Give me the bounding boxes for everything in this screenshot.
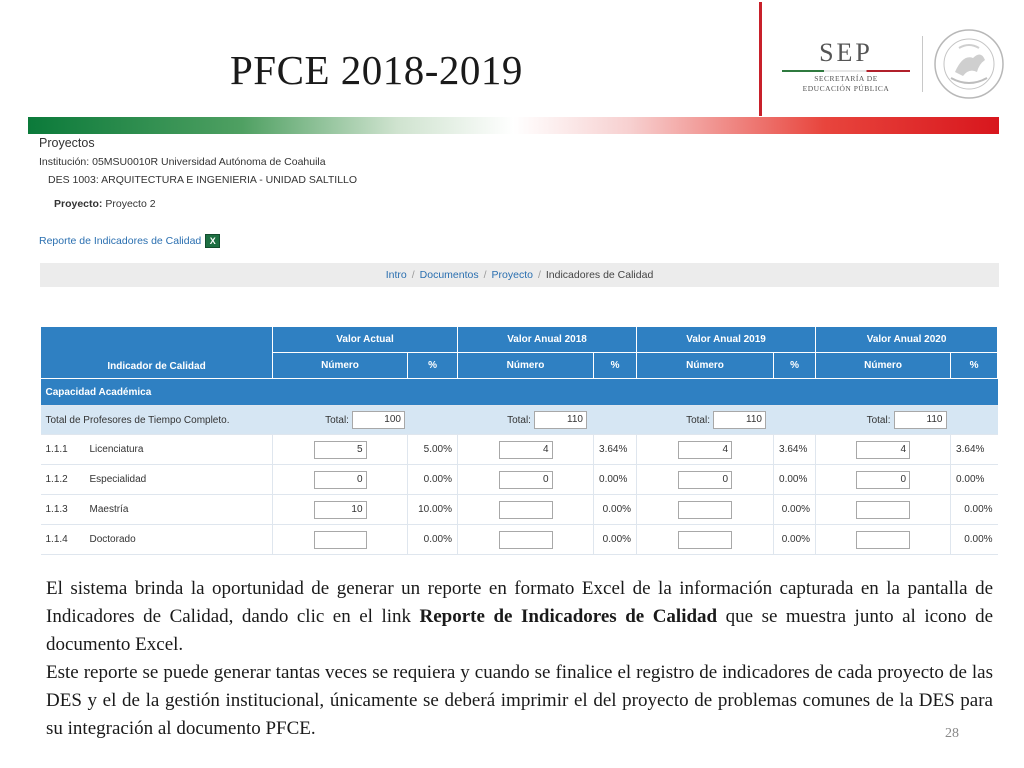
row-code: 1.1.4 xyxy=(41,525,85,555)
percent-value: 3.64% xyxy=(951,435,998,465)
total-label: Total: xyxy=(507,414,531,426)
logo-divider xyxy=(922,36,923,92)
numero-input[interactable] xyxy=(314,531,367,549)
total-input-2019[interactable]: 110 xyxy=(713,411,766,429)
project-label: Proyecto: xyxy=(54,198,103,210)
sub-header-numero: Número xyxy=(637,353,774,379)
row-code: 1.1.2 xyxy=(41,465,85,495)
numero-input[interactable] xyxy=(499,531,553,549)
percent-value: 0.00% xyxy=(774,525,816,555)
sub-header-percent: % xyxy=(951,353,998,379)
breadcrumb-current: Indicadores de Calidad xyxy=(545,269,654,281)
row-code: 1.1.1 xyxy=(41,435,85,465)
breadcrumb-separator: / xyxy=(411,269,415,281)
total-label: Total: xyxy=(686,414,710,426)
table-row xyxy=(41,465,998,495)
app-screenshot xyxy=(30,136,1002,560)
breadcrumb-proyecto[interactable]: Proyecto xyxy=(491,269,533,281)
numero-input[interactable] xyxy=(499,501,553,519)
percent-value: 10.00% xyxy=(408,495,458,525)
paragraph-1-end: que se muestra junto al icono de documento Excel. xyxy=(46,606,993,655)
page-number: 28 xyxy=(945,726,959,741)
sub-header-percent: % xyxy=(774,353,816,379)
paragraph-1-bold: Reporte de Indicadores de Calidad xyxy=(419,606,718,627)
row-name: Doctorado xyxy=(85,525,273,555)
numero-input[interactable]: 0 xyxy=(678,471,732,489)
sep-logo-line2: EDUCACIÓN PÚBLICA xyxy=(802,84,890,93)
numero-input[interactable] xyxy=(678,531,732,549)
paragraph-2: Este reporte se puede generar tantas veces se requiera y cuando se finalice el registro de indicadores de cada proyecto de las DES y el de la gestión institucional, únicamente se deberá imprimir el del proyecto de problemas comunes de la DES para su integración al documento PFCE. xyxy=(46,662,993,739)
row-name: Especialidad xyxy=(85,465,273,495)
des-text: DES 1003: ARQUITECTURA E INGENIERIA - UNIDAD SALTILLO xyxy=(48,174,358,186)
sub-header-percent: % xyxy=(594,353,637,379)
total-input-2020[interactable]: 110 xyxy=(894,411,947,429)
breadcrumb-separator: / xyxy=(483,269,487,281)
percent-value: 3.64% xyxy=(774,435,816,465)
percent-value: 0.00% xyxy=(774,495,816,525)
numero-input[interactable] xyxy=(856,531,910,549)
breadcrumb-intro[interactable]: Intro xyxy=(385,269,407,281)
color-gradient-band xyxy=(28,117,999,134)
group-header-2020: Valor Anual 2020 xyxy=(816,327,998,353)
sep-logo-line1: SECRETARÍA DE xyxy=(814,74,878,83)
red-divider-line xyxy=(759,2,762,116)
percent-value: 0.00% xyxy=(594,525,637,555)
row-name: Maestría xyxy=(85,495,273,525)
percent-value: 0.00% xyxy=(951,495,998,525)
row-code: 1.1.3 xyxy=(41,495,85,525)
report-link-text[interactable]: Reporte de Indicadores de Calidad xyxy=(39,235,202,247)
section-label: Capacidad Académica xyxy=(41,379,998,406)
breadcrumb-separator: / xyxy=(537,269,541,281)
sub-header-numero: Número xyxy=(816,353,951,379)
breadcrumb xyxy=(40,263,999,287)
sep-logo-rule xyxy=(782,70,910,72)
table-row xyxy=(41,435,998,465)
sub-header-numero: Número xyxy=(458,353,594,379)
sub-header-numero: Número xyxy=(273,353,408,379)
percent-value: 0.00% xyxy=(951,525,998,555)
percent-value: 0.00% xyxy=(594,465,637,495)
projects-heading: Proyectos xyxy=(39,136,95,150)
breadcrumb-documentos[interactable]: Documentos xyxy=(419,269,479,281)
total-row-label: Total de Profesores de Tiempo Completo. xyxy=(41,406,273,435)
total-label: Total: xyxy=(325,414,349,426)
national-seal-icon xyxy=(933,28,1005,100)
project-value: Proyecto 2 xyxy=(102,198,156,210)
sub-header-percent: % xyxy=(408,353,458,379)
table-row xyxy=(41,495,998,525)
sep-logo-word: SEP xyxy=(819,38,873,67)
project-line xyxy=(54,198,156,210)
body-text xyxy=(46,575,993,743)
institution-text: Institución: 05MSU0010R Universidad Autónoma de Coahuila xyxy=(39,156,326,168)
paragraph-1 xyxy=(46,575,993,659)
numero-input[interactable]: 10 xyxy=(314,501,367,519)
row-name: Licenciatura xyxy=(85,435,273,465)
table-row xyxy=(41,525,998,555)
percent-value: 5.00% xyxy=(408,435,458,465)
excel-file-icon[interactable]: X xyxy=(205,234,220,248)
numero-input[interactable] xyxy=(856,501,910,519)
percent-value: 3.64% xyxy=(594,435,637,465)
percent-value: 0.00% xyxy=(594,495,637,525)
numero-input[interactable]: 0 xyxy=(856,471,910,489)
total-row xyxy=(41,406,998,435)
percent-value: 0.00% xyxy=(408,525,458,555)
indicator-header: Indicador de Calidad xyxy=(41,327,273,379)
group-header-actual: Valor Actual xyxy=(273,327,458,353)
numero-input[interactable]: 4 xyxy=(856,441,910,459)
numero-input[interactable]: 0 xyxy=(499,471,553,489)
numero-input[interactable]: 5 xyxy=(314,441,367,459)
slide-title: PFCE 2018-2019 xyxy=(230,47,523,93)
numero-input[interactable]: 4 xyxy=(678,441,732,459)
total-label: Total: xyxy=(866,414,891,426)
numero-input[interactable]: 0 xyxy=(314,471,367,489)
group-header-2019: Valor Anual 2019 xyxy=(637,327,816,353)
percent-value: 0.00% xyxy=(774,465,816,495)
percent-value: 0.00% xyxy=(951,465,998,495)
numero-input[interactable] xyxy=(678,501,732,519)
numero-input[interactable]: 4 xyxy=(499,441,553,459)
report-link[interactable] xyxy=(39,234,220,248)
total-input-2018[interactable]: 110 xyxy=(534,411,587,429)
total-input-actual[interactable]: 100 xyxy=(352,411,405,429)
percent-value: 0.00% xyxy=(408,465,458,495)
sep-logo xyxy=(782,38,910,98)
paragraph-1-start: El sistema brinda la oportunidad de generar un reporte en formato Excel de la información capturada en la pantalla de Indicadores de Calidad, dando clic en el link xyxy=(46,578,993,627)
group-header-2018: Valor Anual 2018 xyxy=(458,327,637,353)
section-row xyxy=(41,379,998,406)
indicators-table xyxy=(40,326,998,555)
